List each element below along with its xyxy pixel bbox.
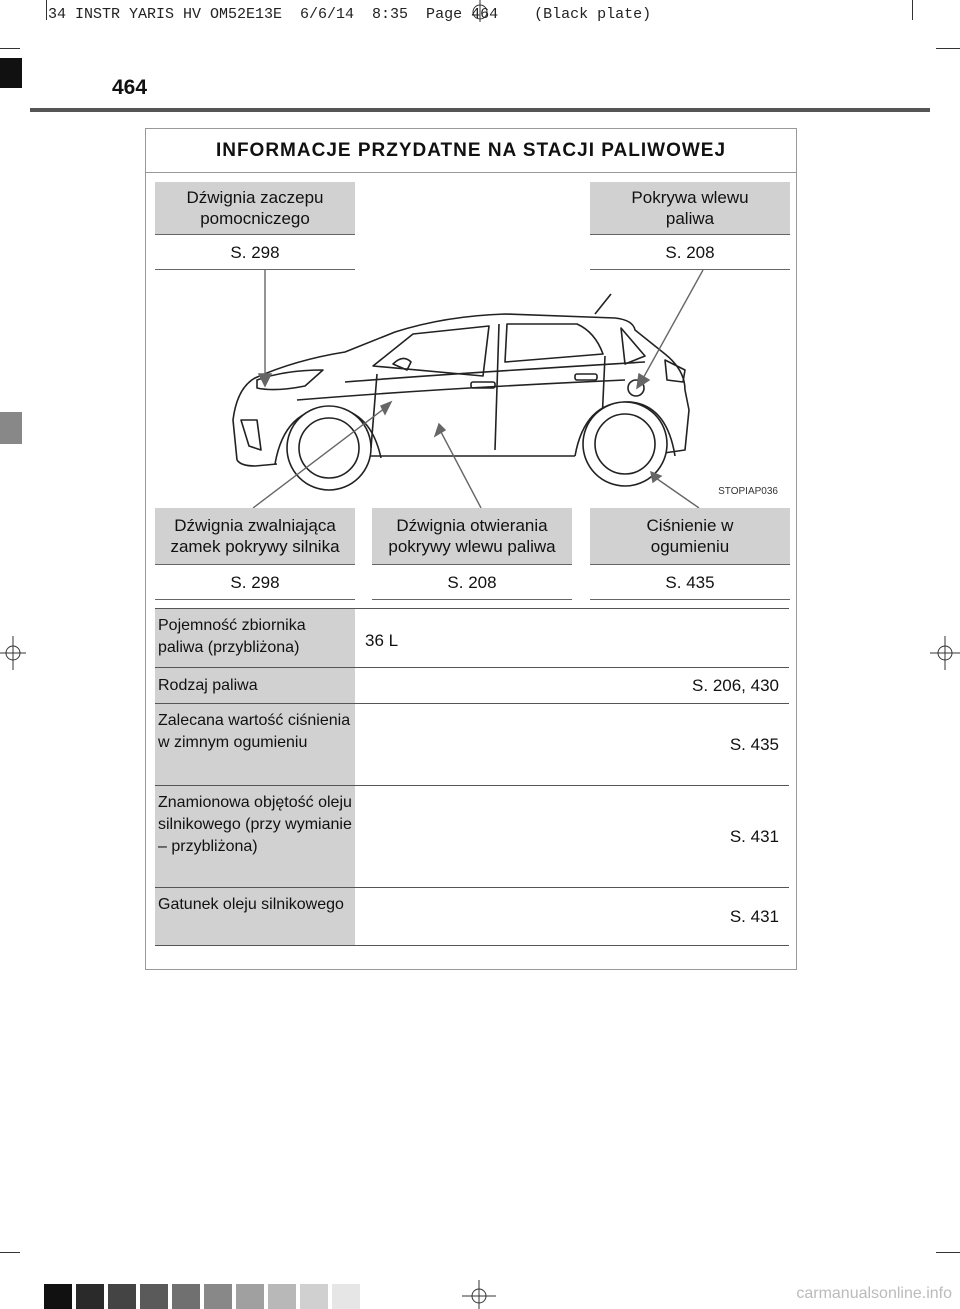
row-value: S. 431 bbox=[729, 906, 779, 926]
antenna bbox=[595, 294, 611, 314]
callout-text: Dźwignia otwierania pokrywy wlewu paliwa bbox=[388, 516, 556, 556]
registration-mark bbox=[462, 1280, 496, 1309]
section-title: INFORMACJE PRZYDATNE NA STACJI PALIWOWEJ bbox=[215, 140, 727, 161]
crop-mark bbox=[0, 1252, 20, 1253]
rear-quarter bbox=[621, 328, 645, 364]
page-number: 464 bbox=[112, 76, 148, 99]
row-key: Znamionowa objętość oleju silnikowego (przy wymianie – przybliżona) bbox=[155, 786, 355, 887]
swatch bbox=[108, 1284, 136, 1309]
leader-fuel-door bbox=[641, 270, 703, 382]
swatch bbox=[76, 1284, 104, 1309]
swatch bbox=[204, 1284, 232, 1309]
row-key: Rodzaj paliwa bbox=[155, 668, 355, 703]
callout-text: Dźwignia zwalniająca zamek pokrywy silnika bbox=[170, 516, 340, 556]
callout-label-fuel-release bbox=[372, 508, 572, 565]
crop-mark bbox=[46, 0, 47, 20]
registration-mark bbox=[930, 636, 960, 670]
watermark: carmanualsonline.info bbox=[796, 1285, 952, 1302]
callout-ref-fuel-door: S. 208 bbox=[590, 236, 790, 270]
table-row bbox=[155, 668, 789, 704]
callout-text: Ciśnienie w ogumieniu bbox=[646, 516, 734, 556]
callout-ref-auxiliary-catch: S. 298 bbox=[155, 236, 355, 270]
crop-mark bbox=[936, 1252, 960, 1253]
callout-label-hood-release bbox=[155, 508, 355, 565]
callout-ref-hood-release: S. 298 bbox=[155, 566, 355, 600]
table-row bbox=[155, 786, 789, 888]
front-rim bbox=[299, 418, 359, 478]
callout-label-tire-pressure bbox=[590, 508, 790, 565]
color-calibration-bar bbox=[44, 1284, 360, 1309]
crop-mark bbox=[936, 48, 960, 49]
row-value: 36 L bbox=[365, 631, 399, 650]
swatch bbox=[140, 1284, 168, 1309]
rear-handle bbox=[575, 374, 597, 380]
registration-mark bbox=[0, 636, 26, 670]
swatch bbox=[44, 1284, 72, 1309]
arrow-head bbox=[259, 374, 271, 386]
arrow-head bbox=[381, 402, 391, 414]
section-tab bbox=[0, 412, 22, 444]
table-row bbox=[155, 608, 789, 668]
leader-fuel-release bbox=[441, 432, 481, 508]
callout-ref-fuel-release: S. 208 bbox=[372, 566, 572, 600]
figure-code: STOPIAP036 bbox=[718, 486, 778, 497]
row-key: Zalecana wartość ciśnienia w zimnym ogumieniu bbox=[155, 704, 355, 785]
print-header: 34 INSTR YARIS HV OM52E13E 6/6/14 8:35 Page 464 (Black plate) bbox=[48, 6, 652, 23]
table-row bbox=[155, 704, 789, 786]
row-value: S. 435 bbox=[729, 734, 779, 754]
leader-tire-pressure bbox=[653, 476, 699, 508]
car-illustration bbox=[145, 270, 797, 508]
header-rule bbox=[30, 108, 930, 112]
row-value: S. 206, 430 bbox=[692, 675, 779, 695]
row-key: Gatunek oleju silnikowego bbox=[155, 888, 355, 945]
callout-label-auxiliary-catch bbox=[155, 182, 355, 235]
rear-rim bbox=[595, 414, 655, 474]
callout-ref-tire-pressure: S. 435 bbox=[590, 566, 790, 600]
row-key: Pojemność zbiornika paliwa (przybliżona) bbox=[155, 609, 355, 667]
row-value: S. 431 bbox=[729, 826, 779, 846]
callout-label-fuel-door bbox=[590, 182, 790, 235]
spec-table bbox=[155, 608, 789, 946]
swatch bbox=[172, 1284, 200, 1309]
table-row bbox=[155, 888, 789, 946]
swatch bbox=[300, 1284, 328, 1309]
crop-mark bbox=[0, 48, 20, 49]
arrow-head bbox=[435, 424, 445, 436]
swatch bbox=[236, 1284, 264, 1309]
callout-text: Pokrywa wlewu paliwa bbox=[631, 188, 749, 228]
side-crease bbox=[297, 380, 625, 400]
grille bbox=[241, 420, 261, 450]
callout-text: Dźwignia zaczepu pomocniczego bbox=[186, 188, 324, 228]
rear-window bbox=[505, 324, 603, 362]
chapter-tab bbox=[0, 58, 22, 88]
front-bumper bbox=[237, 460, 277, 466]
swatch bbox=[332, 1284, 360, 1309]
crop-mark bbox=[912, 0, 913, 20]
swatch bbox=[268, 1284, 296, 1309]
title-divider bbox=[145, 172, 797, 173]
